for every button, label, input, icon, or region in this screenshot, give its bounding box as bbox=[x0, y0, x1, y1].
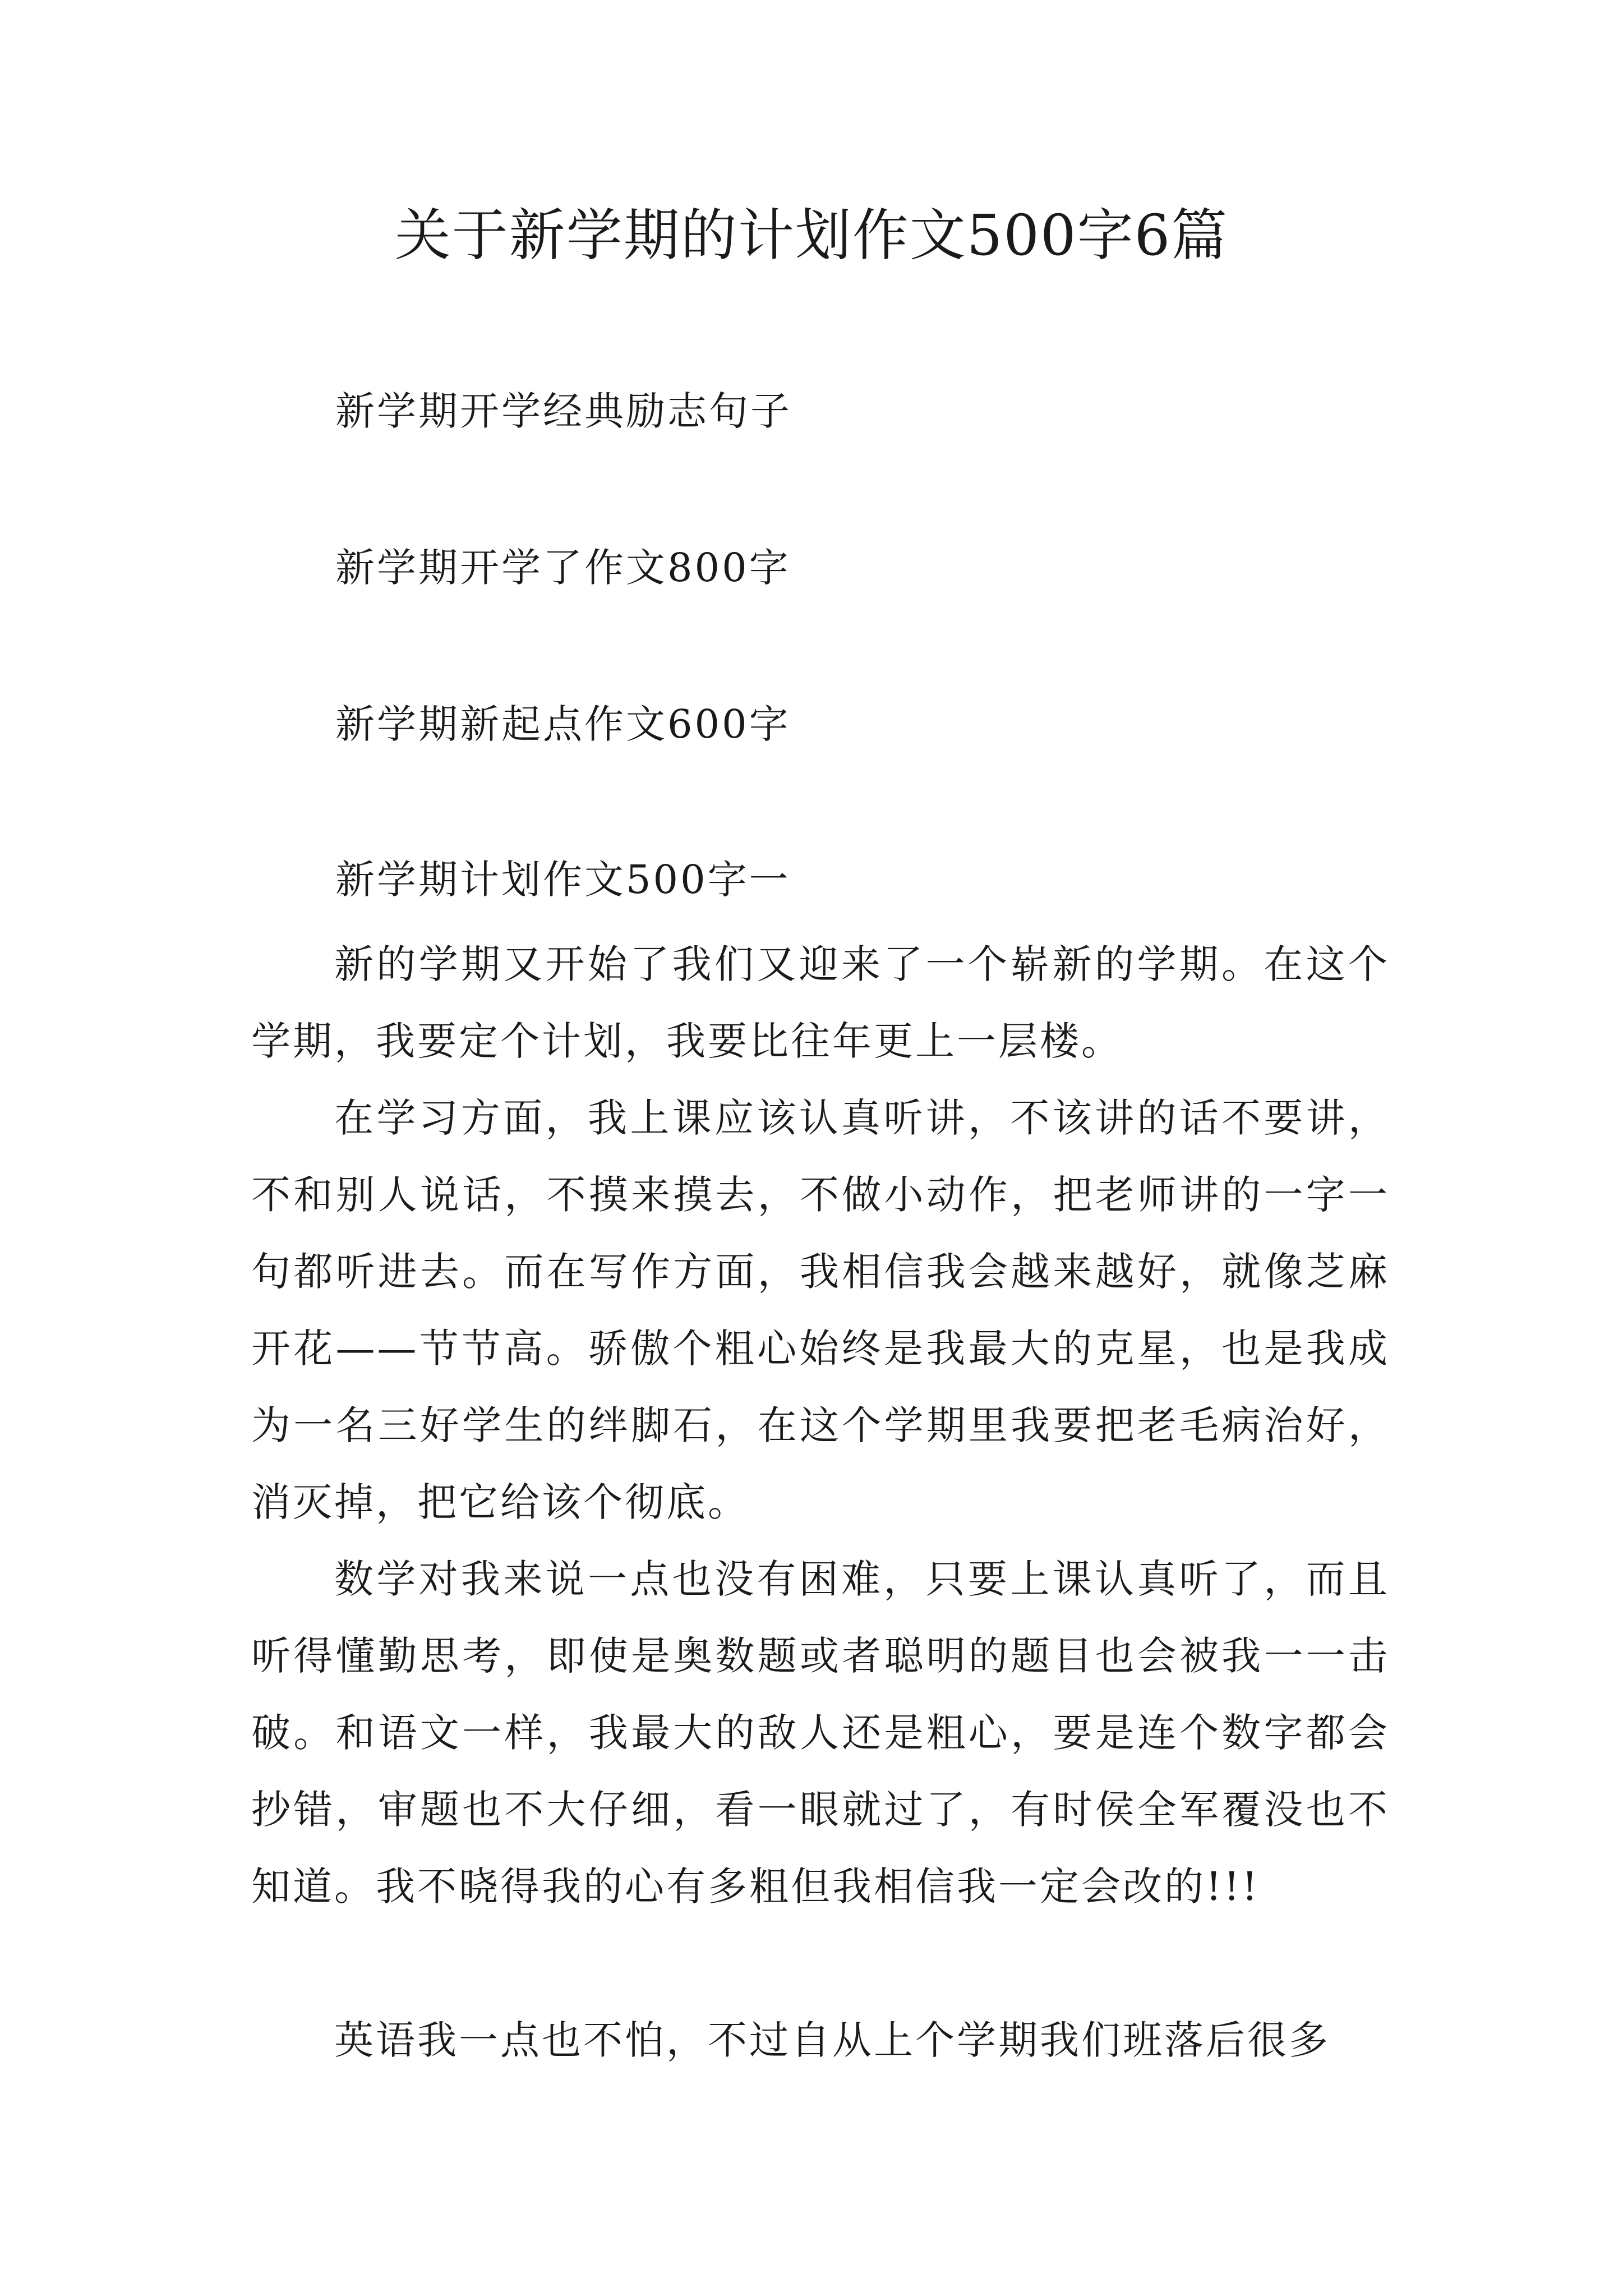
paragraph-1: 新的学期又开始了我们又迎来了一个崭新的学期。在这个学期，我要定个计划，我要比往年更上一层楼。 bbox=[251, 941, 1390, 1064]
related-link-2[interactable]: 新学期开学了作文800字 bbox=[335, 545, 791, 591]
paragraph-4: 英语我一点也不怕，不过自从上个学期我们班落后很多 bbox=[334, 2017, 1330, 2063]
section-heading: 新学期计划作文500字一 bbox=[335, 857, 791, 903]
related-link-1[interactable]: 新学期开学经典励志句子 bbox=[335, 388, 792, 434]
related-link-3[interactable]: 新学期新起点作文600字 bbox=[335, 701, 791, 747]
document-title: 关于新学期的计划作文500字6篇 bbox=[394, 203, 1229, 268]
paragraph-2: 在学习方面，我上课应该认真听讲，不该讲的话不要讲，不和别人说话，不摸来摸去，不做小动作，把老师讲的一字一句都听进去。而在写作方面，我相信我会越来越好，就像芝麻开花——节节高。骄傲个粗心始终是我最大的克星，也是我成为一名三好学生的绊脚石，在这个学期里我要把老毛病治好，消灭掉，把它给该个彻底。 bbox=[251, 1095, 1390, 1525]
paragraph-3: 数学对我来说一点也没有困难，只要上课认真听了，而且听得懂勤思考，即使是奥数题或者聪明的题目也会被我一一击破。和语文一样，我最大的敌人还是粗心，要是连个数字都会抄错，审题也不大仔细，看一眼就过了，有时侯全军覆没也不知道。我不晓得我的心有多粗但我相信我一定会改的!!! bbox=[251, 1556, 1390, 1910]
